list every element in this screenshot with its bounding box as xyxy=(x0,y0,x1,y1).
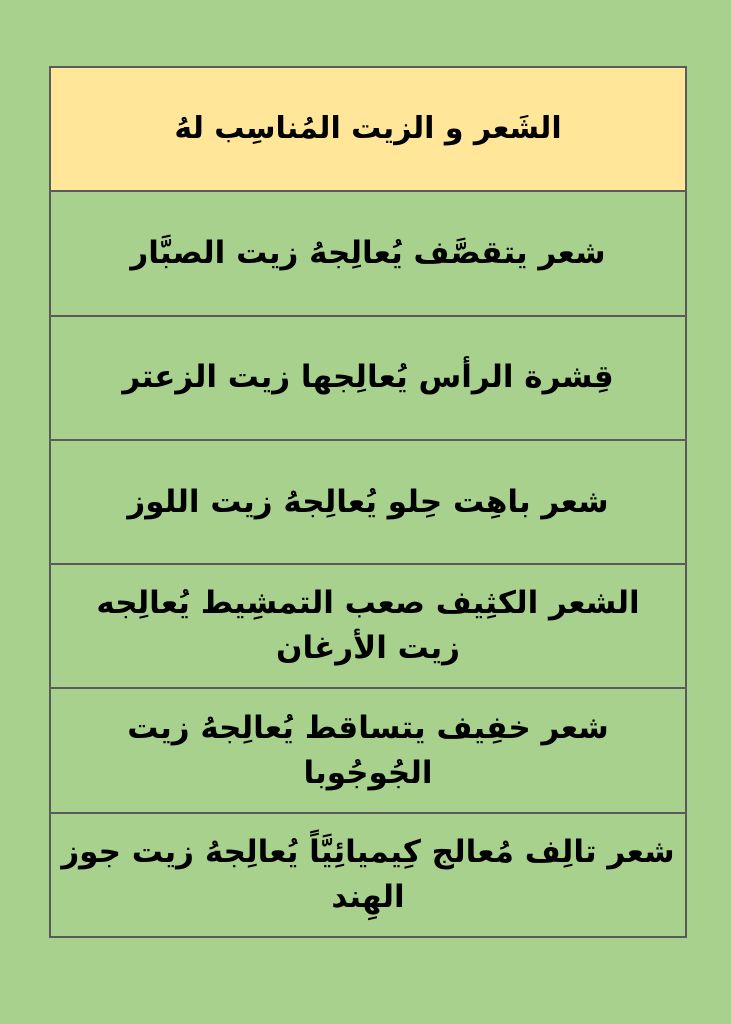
table-header-title: الشَعر و الزيت المُناسِب لهُ xyxy=(174,111,562,147)
table-row xyxy=(51,441,685,565)
table-row xyxy=(51,192,685,316)
table-row-text: شعر تالِف مُعالج كِيميائِيَّاً يُعالِجهُ زيت جوز الهِند xyxy=(61,833,675,915)
table-row xyxy=(51,689,685,813)
table-row xyxy=(51,814,685,936)
table-row-text: قِشرة الرأس يُعالِجها زيت الزعتر xyxy=(122,359,614,396)
table-row-text: شعر يتقصَّف يُعالِجهُ زيت الصبَّار xyxy=(130,234,606,271)
table-row-text: شعر باهِت حِلو يُعالِجهُ زيت اللوز xyxy=(127,483,609,520)
table-row xyxy=(51,565,685,689)
table-row xyxy=(51,317,685,441)
table-row-text: شعر خفِيف يتساقط يُعالِجهُ زيت الجُوجُوبا xyxy=(127,709,609,791)
table-header-row xyxy=(51,68,685,192)
table-row-text: الشعر الكثِيف صعب التمشِيط يُعالِجه زيت الأرغان xyxy=(96,585,640,667)
oil-table xyxy=(49,66,687,938)
